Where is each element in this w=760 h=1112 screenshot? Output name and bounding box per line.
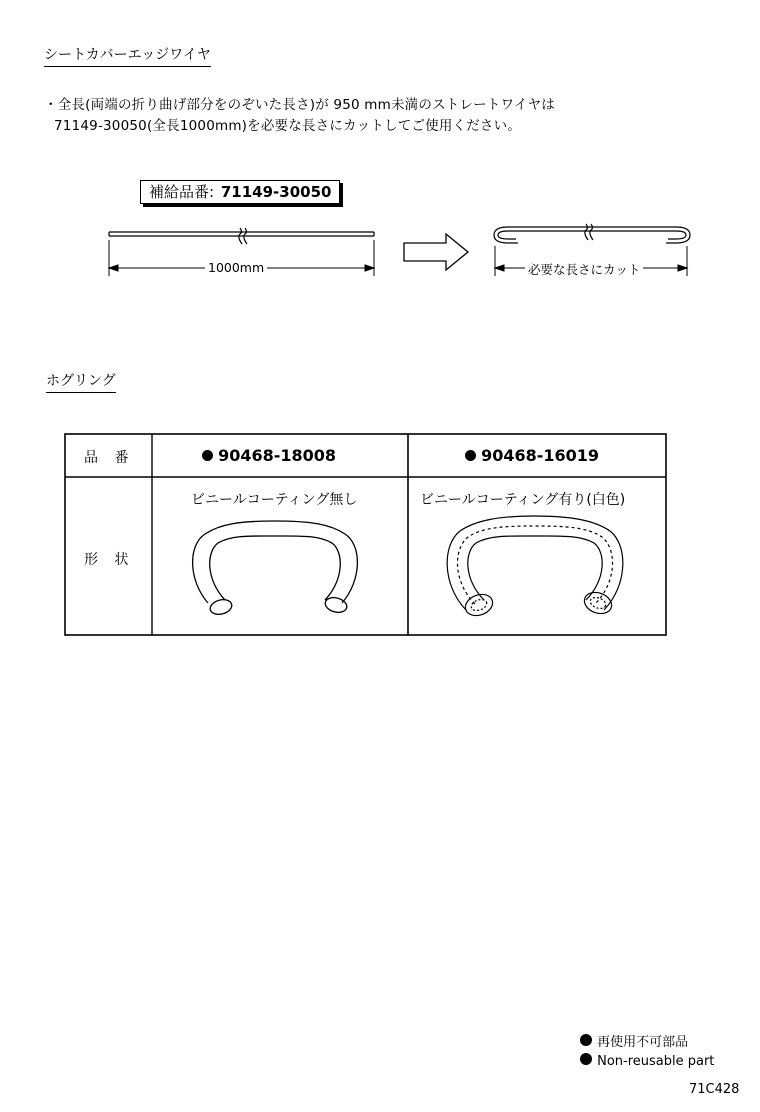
cut-dimension-label: 必要な長さにカット bbox=[525, 260, 643, 278]
table-header-part-no: 品 番 bbox=[84, 450, 135, 466]
non-reusable-dot-icon bbox=[580, 1034, 592, 1046]
non-reusable-dot-icon bbox=[580, 1053, 592, 1065]
legend-en-text: Non-reusable part bbox=[597, 1054, 715, 1069]
legend-jp-text: 再使用不可部品 bbox=[597, 1035, 689, 1050]
section-title-edge-wire: シートカバーエッジワイヤ bbox=[44, 44, 211, 67]
note-line-1: ・全長(両端の折り曲げ部分をのぞいた長さ)が 950 mm未満のストレートワイヤは bbox=[44, 97, 555, 113]
col2-description: ビニールコーティング有り(白色) bbox=[420, 492, 626, 508]
supply-part-number: 71149-30050 bbox=[220, 183, 332, 201]
col1-part-number: 90468-18008 bbox=[218, 446, 337, 465]
col2-part-cell bbox=[465, 446, 599, 465]
legend-jp bbox=[580, 1031, 688, 1050]
section-title-hog-ring: ホグリング bbox=[46, 370, 116, 393]
table-header-shape: 形 状 bbox=[84, 552, 135, 568]
note-line-2: 71149-30050(全長1000mm)を必要な長さにカットしてご使用ください。 bbox=[54, 118, 522, 134]
legend-en bbox=[580, 1050, 714, 1069]
col1-description: ビニールコーティング無し bbox=[191, 492, 358, 508]
col2-part-number: 90468-16019 bbox=[481, 446, 600, 465]
length-dimension-label: 1000mm bbox=[205, 260, 267, 275]
col1-part-cell bbox=[202, 446, 336, 465]
non-reusable-dot-icon bbox=[465, 450, 476, 461]
hog-ring-plain-icon bbox=[193, 521, 358, 617]
non-reusable-dot-icon bbox=[202, 450, 213, 461]
hog-ring-coated-icon bbox=[447, 516, 623, 619]
supply-part-label: 補給品番: bbox=[149, 183, 215, 201]
drawing-code: 71C428 bbox=[689, 1082, 740, 1097]
